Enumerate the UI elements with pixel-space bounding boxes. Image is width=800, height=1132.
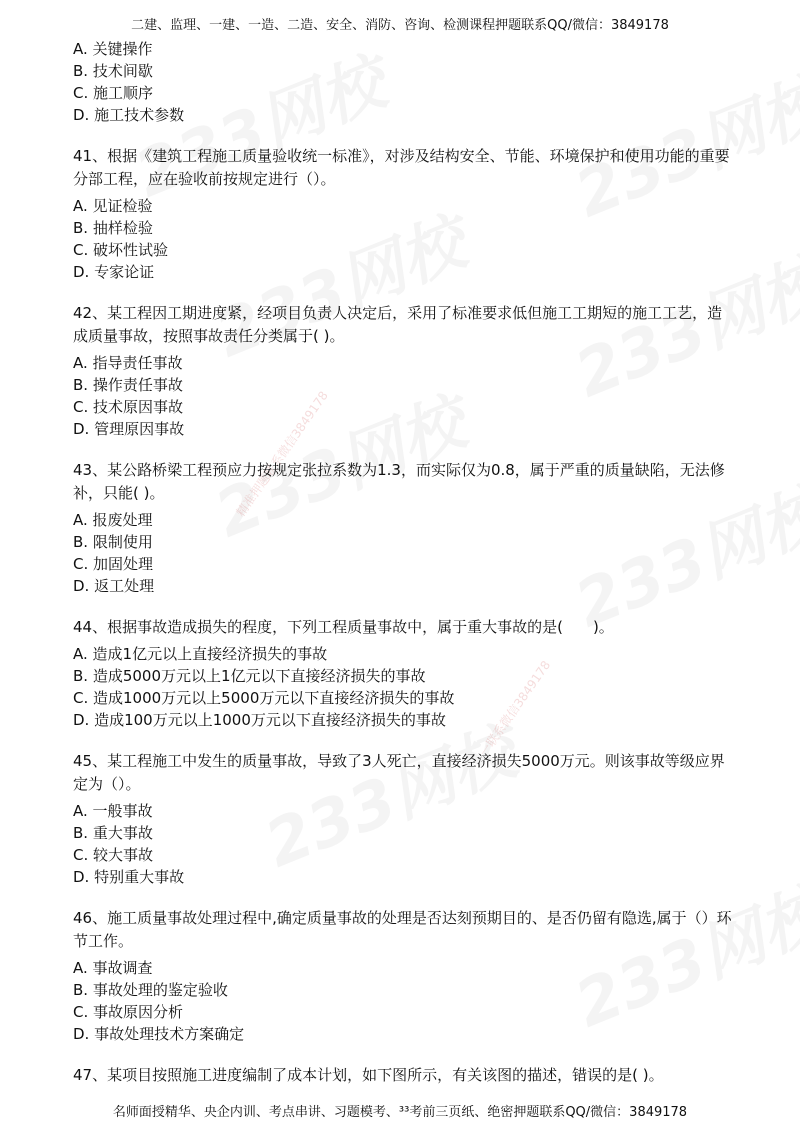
question-stem: 44、根据事故造成损失的程度，下列工程质量事故中，属于重大事故的是( )。	[73, 618, 614, 636]
option: C. 施工顺序	[73, 84, 154, 102]
question-stem: 47、某项目按照施工进度编制了成本计划，如下图所示，有关该图的描述，错误的是( )。	[73, 1066, 664, 1084]
option: C. 较大事故	[73, 846, 154, 864]
option: C. 破坏性试验	[73, 241, 169, 259]
question-42	[73, 302, 733, 440]
page-footer: 名师面授精华、央企内训、考点串讲、习题模考、³³考前三页纸、绝密押题联系QQ/微信：3849178	[112, 1105, 688, 1120]
option: B. 操作责任事故	[73, 376, 183, 394]
page-header: 二建、监理、一建、一造、二造、安全、消防、咨询、检测课程押题联系QQ/微信：3849178	[131, 18, 669, 33]
option: B. 技术间歇	[73, 62, 153, 80]
option: D. 专家论证	[73, 263, 155, 281]
question-stem: 45、某工程施工中发生的质量事故，导致了3人死亡，直接经济损失5000万元。则该事故等级应界定为（）。	[73, 752, 725, 793]
option: A. 指导责任事故	[73, 354, 183, 372]
option: C. 造成1000万元以上5000万元以下直接经济损失的事故	[73, 689, 455, 707]
question-stem: 41、根据《建筑工程施工质量验收统一标准》，对涉及结构安全、节能、环境保护和使用功能的重要分部工程，应在验收前按规定进行（）。	[73, 147, 730, 188]
question-list	[73, 38, 733, 1106]
side-watermark: 一联系微信3849178	[476, 658, 554, 760]
question-40-options	[73, 38, 733, 126]
option: A. 造成1亿元以上直接经济损失的事故	[73, 645, 328, 663]
option: D. 事故处理技术方案确定	[73, 1025, 245, 1043]
question-43	[73, 459, 733, 597]
option: A. 一般事故	[73, 802, 153, 820]
option: C. 事故原因分析	[73, 1003, 184, 1021]
question-stem: 43、某公路桥梁工程预应力按规定张拉系数为1.3，而实际仅为0.8，属于严重的质量缺陷，无法修补，只能( )。	[73, 461, 725, 502]
option: D. 管理原因事故	[73, 420, 185, 438]
question-46	[73, 907, 733, 1045]
option: D. 施工技术参数	[73, 106, 185, 124]
question-stem: 46、施工质量事故处理过程中,确定质量事故的处理是否达刻预期目的、是否仍留有隐选,属于（）环节工作。	[73, 909, 732, 950]
option: B. 重大事故	[73, 824, 153, 842]
option: C. 加固处理	[73, 555, 154, 573]
option: B. 限制使用	[73, 533, 153, 551]
option: A. 关键操作	[73, 40, 153, 58]
option: A. 见证检验	[73, 197, 153, 215]
question-47	[73, 1064, 733, 1087]
option: D. 特别重大事故	[73, 868, 185, 886]
option: C. 技术原因事故	[73, 398, 184, 416]
question-44	[73, 616, 733, 731]
option: D. 造成100万元以上1000万元以下直接经济损失的事故	[73, 711, 446, 729]
side-watermark: 精准押题联系微信3849178	[233, 388, 331, 520]
option: D. 返工处理	[73, 577, 155, 595]
option: B. 事故处理的鉴定验收	[73, 981, 228, 999]
option: B. 抽样检验	[73, 219, 153, 237]
question-41	[73, 145, 733, 283]
option: A. 报废处理	[73, 511, 153, 529]
question-stem: 42、某工程因工期进度紧，经项目负责人决定后，采用了标准要求低但施工工期短的施工工艺，造成质量事故，按照事故责任分类属于( )。	[73, 304, 723, 345]
option: A. 事故调查	[73, 959, 153, 977]
option: B. 造成5000万元以上1亿元以下直接经济损失的事故	[73, 667, 426, 685]
question-45	[73, 750, 733, 888]
